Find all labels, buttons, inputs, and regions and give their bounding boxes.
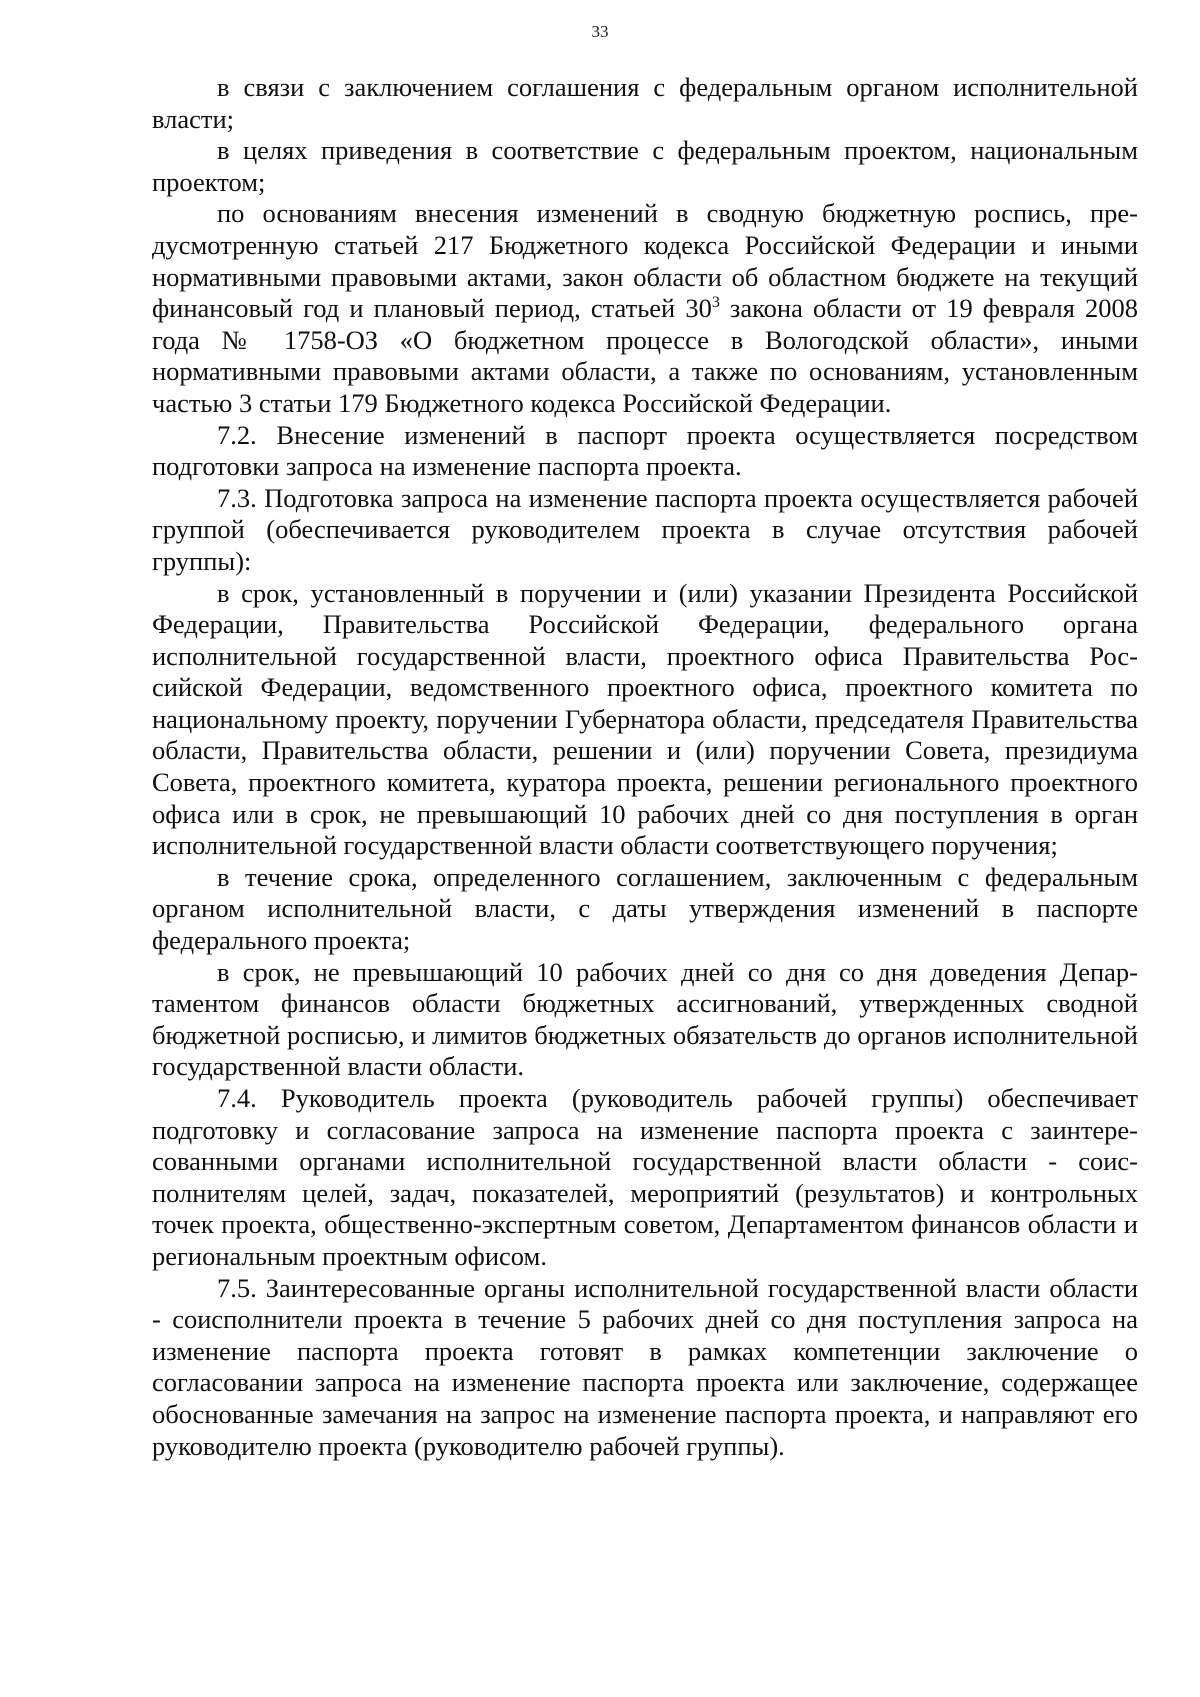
- document-body: [152, 72, 1138, 1462]
- paragraph-deadline-agreement: в течение срока, определенного соглашением, заключенным с федеральным органом исполнительной власти, с даты утверждения изменений в паспорте федерального проекта;: [152, 861, 1138, 956]
- paragraph-deadline-budget: в срок, не превышающий 10 рабочих дней со дня со дня доведения Департаментом финансов области бюджетных ассигнований, утвержденных сводной бюджетной росписью, и лимитов бюджетных обязательств до органов исполнительной государственной власти области.: [152, 956, 1138, 1082]
- paragraph-7-5: 7.5. Заинтересованные органы исполнительной государственной власти области - соисполнители проекта в течение 5 рабочих дней со дня поступления запроса на изменение паспорта проекта готовят в рамках компетенции заключение о согласовании запроса на изменение паспорта проекта или заключение, содержащее обоснованные замечания на запрос на изменение паспорта проекта, и направляют его руководителю проекта (руководителю рабочей группы).: [152, 1272, 1138, 1461]
- page-number: 33: [591, 22, 609, 41]
- paragraph-budget-grounds: [152, 198, 1138, 419]
- paragraph-agreement-federal-body: в связи с заключением соглашения с федеральным органом исполнительной власти;: [152, 72, 1138, 134]
- paragraph-7-4: 7.4. Руководитель проекта (руководитель рабочей группы) обеспечивает подготовку и согласование запроса на изменение паспорта проекта с заинтересованными органами исполнительной государственной власти области - соисполнителям целей, задач, показателей, мероприятий (результатов) и контрольных точек проекта, общественно-экспертным советом, Департаментом финансов области и региональным проектным офисом.: [152, 1083, 1138, 1271]
- paragraph-deadline-instructions: в срок, установленный в поручении и (или) указании Президента Российской Федерации, Правительства Российской Федерации, федерального органа исполнительной государственной власти, проектного офиса Правительства Российской Федерации, ведомственного проектного офиса, проектного комитета по национальному проекту, поручении Губернатора области, председателя Правительства области, Правительства области, решении и (или) поручении Совета, президиума Совета, проектного комитета, куратора проекта, решении регионального проектного офиса или в срок, не превышающий 10 рабочих дней со дня поступления в орган исполнительной государственной власти области соответствующего поручения;: [152, 577, 1138, 861]
- article-superscript: 3: [711, 294, 720, 312]
- paragraph-budget-grounds-part1: по основаниям внесения изменений в сводную бюджетную роспись, предусмотренную статьей 217 Бюджетного кодекса Российской Федерации и иными нормативными правовыми актами, закон области об областном бюджете на текущий финансовый год и плановый период, статьей 30: [152, 198, 1138, 324]
- paragraph-federal-project-alignment: в целях приведения в соответствие с федеральным проектом, национальным проектом;: [152, 135, 1138, 197]
- paragraph-7-3: 7.3. Подготовка запроса на изменение паспорта проекта осуществляется рабочей группой (обеспечивается руководителем проекта в случае отсутствия рабочей группы):: [152, 482, 1138, 576]
- paragraph-7-2: 7.2. Внесение изменений в паспорт проекта осуществляется посредством подготовки запроса на изменение паспорта проекта.: [152, 419, 1138, 482]
- paragraph-budget-grounds-part2: закона области от 19 февраля 2008 года № 1758-ОЗ «О бюджетном процессе в Вологодской области», иными нормативными правовыми актами области, а также по основаниям, установленным частью 3 статьи 179 Бюджетного кодекса Российской Федерации.: [152, 293, 1138, 418]
